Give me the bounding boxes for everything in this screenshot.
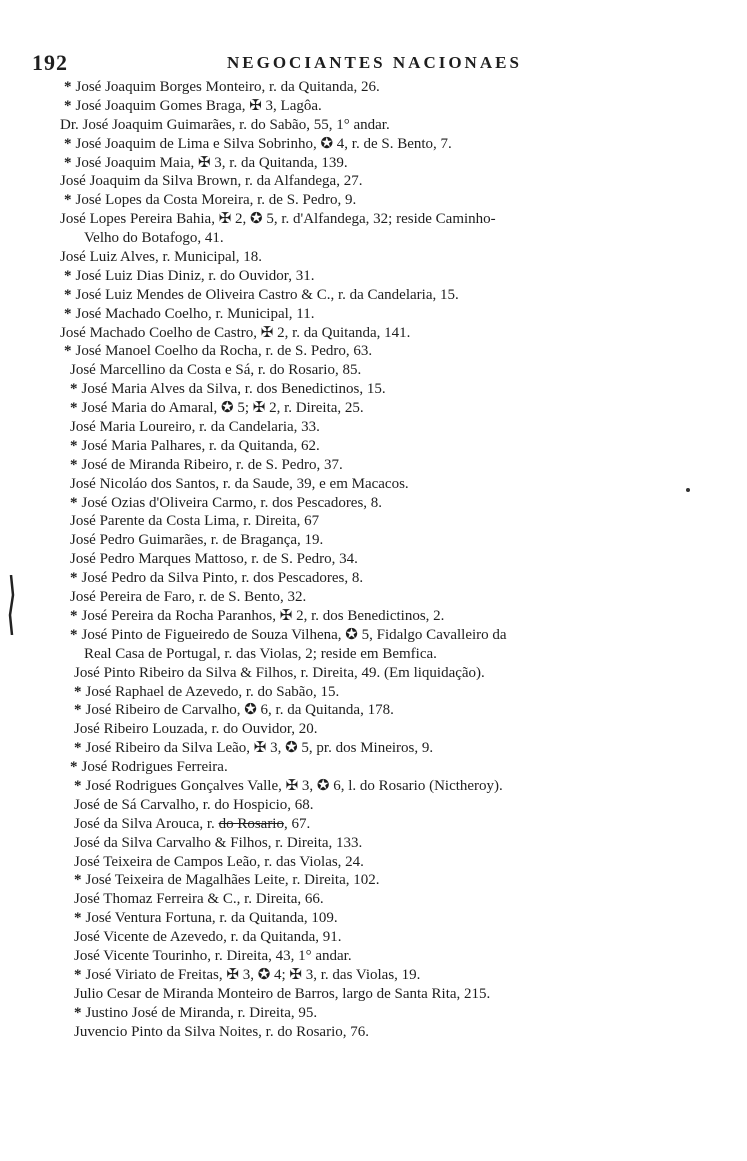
directory-entry	[0, 815, 747, 834]
directory-entry	[0, 683, 747, 702]
entry-text	[74, 853, 364, 872]
entry-text	[70, 418, 320, 437]
directory-entry	[0, 380, 747, 399]
entry-text	[74, 1023, 369, 1042]
directory-entry	[0, 777, 747, 796]
entry-text	[70, 399, 364, 418]
entry-body: José Rodrigues Ferreira.	[81, 759, 228, 776]
entry-text	[74, 966, 420, 985]
entry-text	[64, 154, 348, 173]
entry-body: José Maria Alves da Silva, r. dos Benedictinos, 15.	[81, 381, 386, 398]
entry-text	[74, 796, 314, 815]
entry-body: José Marcellino da Costa e Sá, r. do Rosario, 85.	[70, 362, 362, 379]
directory-entry	[0, 1004, 747, 1023]
directory-entry	[0, 229, 747, 248]
member-asterisk: *	[74, 683, 82, 700]
directory-entry	[0, 154, 747, 173]
directory-entry	[0, 928, 747, 947]
directory-entry	[0, 267, 747, 286]
entry-tail: , 67.	[283, 815, 311, 832]
directory-entry	[0, 456, 747, 475]
entry-text	[74, 683, 339, 702]
member-asterisk: *	[70, 437, 78, 454]
directory-entry	[0, 286, 747, 305]
entry-body: José Luiz Mendes de Oliveira Castro & C., r. da Candelaria, 15.	[75, 286, 459, 303]
entry-body: José da Silva Arouca, r.	[74, 815, 219, 832]
entry-body: José Viriato de Freitas, ✠ 3, ✪ 4; ✠ 3, r. das Violas, 19.	[85, 966, 421, 983]
entry-body: José Joaquim Gomes Braga, ✠ 3, Lagôa.	[75, 97, 322, 114]
entry-body: José Luiz Alves, r. Municipal, 18.	[60, 249, 263, 266]
directory-entry	[0, 607, 747, 626]
entry-text	[74, 720, 318, 739]
entry-text	[74, 947, 352, 966]
entry-text	[64, 97, 322, 116]
entry-text	[64, 191, 356, 210]
entry-body: Real Casa de Portugal, r. das Violas, 2; reside em Bemfica.	[84, 645, 437, 662]
member-asterisk: *	[74, 777, 82, 794]
entry-body: José Manoel Coelho da Rocha, r. de S. Pedro, 63.	[75, 343, 373, 360]
entry-body: José Joaquim Maia, ✠ 3, r. da Quitanda, 139.	[75, 154, 348, 171]
directory-entry	[0, 645, 747, 664]
directory-entry	[0, 494, 747, 513]
entry-body: José de Sá Carvalho, r. do Hospicio, 68.	[74, 796, 314, 813]
entry-body: José Ribeiro de Carvalho, ✪ 6, r. da Quitanda, 178.	[85, 702, 394, 719]
directory-entry	[0, 701, 747, 720]
member-asterisk: *	[70, 494, 78, 511]
member-asterisk: *	[70, 759, 78, 776]
entry-body: José Pereira de Faro, r. de S. Bento, 32.	[70, 589, 307, 606]
entry-body: José Nicoláo dos Santos, r. da Saude, 39, e em Macacos.	[70, 475, 409, 492]
directory-entry	[0, 664, 747, 683]
member-asterisk: *	[74, 966, 82, 983]
directory-entry	[0, 135, 747, 154]
member-asterisk: *	[74, 702, 82, 719]
entry-text	[60, 210, 496, 229]
directory-entry	[0, 626, 747, 645]
page-number: 192	[32, 50, 68, 75]
entry-text	[64, 78, 380, 97]
member-asterisk: *	[64, 343, 72, 360]
entry-text	[74, 777, 503, 796]
entry-text	[70, 361, 361, 380]
entry-text	[74, 739, 433, 758]
entry-body: José Pedro Marques Mattoso, r. de S. Pedro, 34.	[70, 551, 358, 568]
running-title: NEGOCIANTES NACIONAES	[227, 53, 522, 72]
entry-text	[70, 607, 444, 626]
directory-entry	[0, 78, 747, 97]
member-asterisk: *	[70, 607, 78, 624]
entry-text	[70, 758, 228, 777]
entry-body: Justino José de Miranda, r. Direita, 95.	[85, 1004, 318, 1021]
merchant-list	[0, 78, 747, 1041]
entry-text	[60, 172, 362, 191]
directory-entry	[0, 966, 747, 985]
directory-entry	[0, 97, 747, 116]
entry-text	[74, 928, 342, 947]
directory-entry	[0, 890, 747, 909]
entry-body: José de Miranda Ribeiro, r. de S. Pedro, 37.	[81, 456, 343, 473]
directory-entry	[0, 739, 747, 758]
entry-body: Dr. José Joaquim Guimarães, r. do Sabão, 55, 1° andar.	[60, 116, 390, 133]
directory-entry	[0, 569, 747, 588]
directory-entry	[0, 475, 747, 494]
entry-body: José Maria Loureiro, r. da Candelaria, 33.	[70, 419, 320, 436]
member-asterisk: *	[64, 192, 72, 209]
directory-entry	[0, 985, 747, 1004]
member-asterisk: *	[70, 381, 78, 398]
member-asterisk: *	[74, 740, 82, 757]
member-asterisk: *	[70, 400, 78, 417]
entry-body: José Pinto Ribeiro da Silva & Filhos, r. Direita, 49. (Em liquidação).	[74, 664, 485, 681]
entry-text	[70, 475, 409, 494]
directory-entry	[0, 909, 747, 928]
entry-body: José Lopes Pereira Bahia, ✠ 2, ✪ 5, r. d'Alfandega, 32; reside Caminho-	[60, 211, 496, 228]
entry-text	[74, 909, 338, 928]
struck-text: do Rosario	[218, 815, 284, 832]
entry-body: José Vicente Tourinho, r. Direita, 43, 1° andar.	[74, 947, 352, 964]
directory-entry	[0, 172, 747, 191]
entry-text	[70, 588, 306, 607]
directory-entry	[0, 210, 747, 229]
member-asterisk: *	[64, 267, 72, 284]
entry-body: José Machado Coelho de Castro, ✠ 2, r. da Quitanda, 141.	[60, 324, 411, 341]
member-asterisk: *	[64, 79, 72, 95]
entry-body: José Joaquim da Silva Brown, r. da Alfandega, 27.	[60, 173, 363, 190]
margin-ink-mark	[6, 575, 16, 635]
entry-body: José Machado Coelho, r. Municipal, 11.	[75, 305, 315, 322]
entry-text	[84, 645, 437, 664]
entry-body: José Ozias d'Oliveira Carmo, r. dos Pescadores, 8.	[81, 494, 383, 511]
entry-body: José Ribeiro da Silva Leão, ✠ 3, ✪ 5, pr. dos Mineiros, 9.	[85, 740, 434, 757]
entry-text	[70, 550, 358, 569]
member-asterisk: *	[64, 154, 72, 171]
directory-entry	[0, 758, 747, 777]
directory-entry	[0, 550, 747, 569]
entry-body: José Joaquim de Lima e Silva Sobrinho, ✪ 4, r. de S. Bento, 7.	[75, 135, 452, 152]
ink-speck	[686, 488, 690, 492]
member-asterisk: *	[74, 910, 82, 927]
entry-text	[70, 437, 320, 456]
entry-text	[74, 985, 490, 1004]
entry-text	[74, 701, 394, 720]
member-asterisk: *	[64, 135, 72, 152]
directory-entry	[0, 834, 747, 853]
directory-entry	[0, 796, 747, 815]
entry-body: José Maria Palhares, r. da Quitanda, 62.	[81, 437, 320, 454]
entry-text	[64, 286, 459, 305]
directory-entry	[0, 588, 747, 607]
entry-text	[64, 305, 315, 324]
directory-entry	[0, 191, 747, 210]
member-asterisk: *	[74, 1004, 82, 1021]
entry-text	[70, 626, 507, 645]
entry-body: José Teixeira de Magalhães Leite, r. Direita, 102.	[85, 872, 380, 889]
entry-text	[70, 531, 323, 550]
entry-body: José Ventura Fortuna, r. da Quitanda, 109.	[85, 910, 338, 927]
entry-text	[84, 229, 224, 248]
entry-body: José Vicente de Azevedo, r. da Quitanda, 91.	[74, 929, 342, 946]
entry-body: José da Silva Carvalho & Filhos, r. Direita, 133.	[74, 834, 363, 851]
directory-entry	[0, 871, 747, 890]
directory-entry	[0, 305, 747, 324]
entry-body: José Pedro da Silva Pinto, r. dos Pescadores, 8.	[81, 570, 364, 587]
entry-text	[70, 569, 363, 588]
directory-entry	[0, 1023, 747, 1042]
directory-entry	[0, 531, 747, 550]
entry-body: José Thomaz Ferreira & C., r. Direita, 66.	[74, 891, 324, 908]
entry-text	[60, 324, 410, 343]
entry-body: José Ribeiro Louzada, r. do Ouvidor, 20.	[74, 721, 318, 738]
member-asterisk: *	[70, 570, 78, 587]
directory-entry	[0, 324, 747, 343]
entry-text	[74, 664, 485, 683]
directory-entry	[0, 418, 747, 437]
directory-entry	[0, 947, 747, 966]
entry-text	[70, 456, 343, 475]
entry-text	[74, 1004, 317, 1023]
entry-body: José Lopes da Costa Moreira, r. de S. Pedro, 9.	[75, 192, 357, 209]
entry-text	[60, 116, 390, 135]
directory-entry	[0, 853, 747, 872]
entry-body: José Raphael de Azevedo, r. do Sabão, 15.	[85, 683, 340, 700]
entry-body: Juvencio Pinto da Silva Noites, r. do Rosario, 76.	[74, 1023, 369, 1040]
member-asterisk: *	[64, 286, 72, 303]
entry-body: José Pereira da Rocha Paranhos, ✠ 2, r. dos Benedictinos, 2.	[81, 607, 445, 624]
entry-body: José Pedro Guimarães, r. de Bragança, 19.	[70, 532, 324, 549]
entry-text	[74, 871, 380, 890]
page-header	[32, 50, 712, 76]
entry-body: Velho do Botafogo, 41.	[84, 230, 224, 247]
directory-entry	[0, 437, 747, 456]
entry-body: José Maria do Amaral, ✪ 5; ✠ 2, r. Direita, 25.	[81, 400, 364, 417]
entry-body: José Teixeira de Campos Leão, r. das Violas, 24.	[74, 853, 364, 870]
entry-text	[70, 512, 319, 531]
entry-text	[70, 494, 382, 513]
directory-entry	[0, 361, 747, 380]
entry-body: Julio Cesar de Miranda Monteiro de Barros, largo de Santa Rita, 215.	[74, 985, 491, 1002]
member-asterisk: *	[64, 97, 72, 114]
entry-body: José Parente da Costa Lima, r. Direita, 67	[70, 513, 320, 530]
directory-entry	[0, 399, 747, 418]
directory-entry	[0, 720, 747, 739]
entry-text	[74, 890, 324, 909]
member-asterisk: *	[64, 305, 72, 322]
entry-text	[60, 248, 262, 267]
member-asterisk: *	[70, 626, 78, 643]
member-asterisk: *	[70, 456, 78, 473]
entry-text	[64, 267, 314, 286]
entry-body: José Rodrigues Gonçalves Valle, ✠ 3, ✪ 6, l. do Rosario (Nictheroy).	[85, 777, 503, 794]
entry-text	[74, 834, 362, 853]
directory-entry	[0, 116, 747, 135]
directory-entry	[0, 512, 747, 531]
entry-body: José Joaquim Borges Monteiro, r. da Quitanda, 26.	[75, 79, 380, 95]
directory-entry	[0, 248, 747, 267]
entry-text	[74, 815, 310, 834]
member-asterisk: *	[74, 872, 82, 889]
directory-entry	[0, 342, 747, 361]
entry-body: José Luiz Dias Diniz, r. do Ouvidor, 31.	[75, 267, 315, 284]
entry-body: José Pinto de Figueiredo de Souza Vilhena, ✪ 5, Fidalgo Cavalleiro da	[81, 626, 507, 643]
entry-text	[70, 380, 386, 399]
entry-text	[64, 342, 372, 361]
entry-text	[64, 135, 452, 154]
